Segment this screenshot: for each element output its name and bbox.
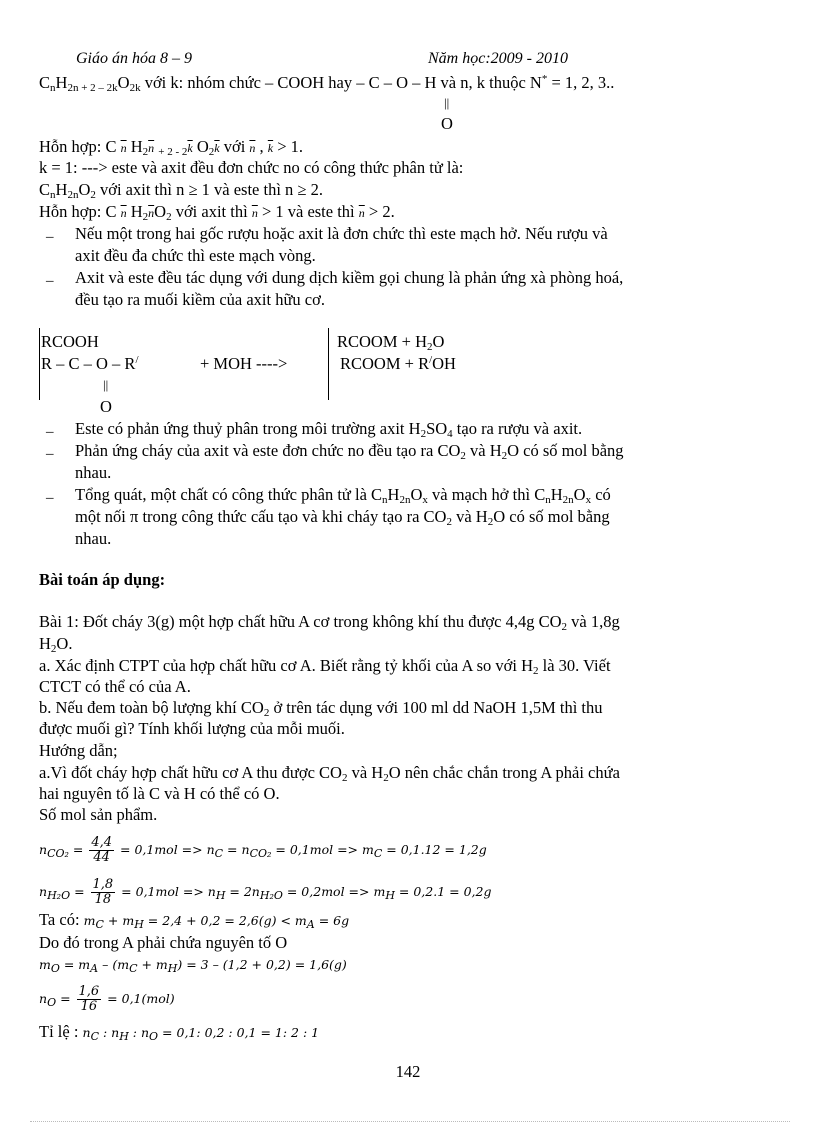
header-right: Năm học:2009 - 2010 xyxy=(428,50,568,67)
k1-line: k = 1: ---> este và axit đều đơn chức no có công thức phân tử là: xyxy=(39,158,464,177)
bullet-2-line-1: Axit và este đều tác dụng với dung dịch kiềm gọi chung là phản ứng xà phòng hoá, xyxy=(75,268,624,287)
equation-mo: $m_O = m_A - (m_C + m_H) = 3 - (1,2 + 0,2) = 1,6(g)$ xyxy=(39,957,347,975)
section-title: Bài toán áp dụng: xyxy=(39,570,166,589)
mixture-line-1: Hỗn hợp: C $\overline{n}$ $H_2\overline{n}$ $_{+ 2 - 2}\overline{k}$ $O_2\overline{k}$ với $\overline{n}$ , $\overline{k} > 1$. xyxy=(39,137,304,158)
bullet-5-line-2: một nối π trong công thức cấu tạo và khi cháy tạo ra $CO_2$ và $H_2O$ có số mol bằng xyxy=(75,507,610,528)
reaction-ester: R – C – O – R/ xyxy=(41,354,139,373)
reaction-double-bond: || xyxy=(103,377,109,392)
bullet-1-line-1: Nếu một trong hai gốc rượu hoặc axit là đơn chức thì este mạch hở. Nếu rượu và xyxy=(75,224,608,243)
guide-line-1: a.Vì đốt cháy hợp chất hữu cơ A thu được $CO_2$ và $H_2O$ nên chắc chắn trong A phải chứa xyxy=(39,763,620,784)
reaction-left-bar xyxy=(39,328,40,400)
bullet-dash: – xyxy=(46,424,54,440)
problem-a-line-2: CTCT có thể có của A. xyxy=(39,677,191,696)
bullet-4-line-1: Phản ứng cháy của axit và este đơn chức no đều tạo ra $CO_2$ và $H_2O$ có số mol bằng xyxy=(75,441,624,462)
reaction-oxygen: O xyxy=(100,397,112,416)
bullet-5-line-3: nhau. xyxy=(75,529,112,548)
double-bond-mark: || xyxy=(444,95,450,110)
reaction-right-bar xyxy=(328,328,329,400)
problem-a-line-1: a. Xác định CTPT của hợp chất hữu cơ A. Biết rằng tỷ khối của A so với $H_2$ là 30. Viết xyxy=(39,656,611,677)
header-left: Giáo án hóa 8 – 9 xyxy=(76,50,192,67)
problem-b-line-1: b. Nếu đem toàn bộ lượng khí $CO_2$ ở trên tác dụng với 100 ml dd NaOH 1,5M thì thu xyxy=(39,698,603,719)
general-formula-line: $C_nH_{2n + 2 - 2k}O_{2k}$ với k: nhóm chức – COOH hay – C – O – H và n, k thuộc N* = 1, 2, 3.. xyxy=(39,73,615,94)
formula-2-line: $C_nH_{2n}O_2$ với axit thì n ≥ 1 và este thì n ≥ 2. xyxy=(39,180,323,201)
equation-nco2: $n_{CO_2}$ = $\frac{4,4}{44}$ = $0,1mol => n_C = n_{CO_2} = 0,1mol => m_C = 0,1.12 = 1,2g$ xyxy=(39,835,487,865)
dodo-line: Do đó trong A phải chứa nguyên tố O xyxy=(39,933,288,952)
bullet-4-line-2: nhau. xyxy=(75,463,112,482)
bullet-1-line-2: axit đều đa chức thì este mạch vòng. xyxy=(75,246,316,265)
taco-line: Ta có: $m_C + m_H = 2,4 + 0,2 = 2,6(g) < m_A = 6g$ xyxy=(39,910,350,931)
reaction-product-1: RCOOM + $H_2O$ xyxy=(337,332,445,353)
bullet-dash: – xyxy=(46,490,54,506)
bullet-dash: – xyxy=(46,229,54,245)
guide-line-2: hai nguyên tố là C và H có thể có O. xyxy=(39,784,280,803)
reaction-plus-moh: + MOH ----> xyxy=(200,354,288,373)
bullet-dash: – xyxy=(46,446,54,462)
bullet-2-line-2: đều tạo ra muối kiềm của axit hữu cơ. xyxy=(75,290,325,309)
problem-1-line-1: Bài 1: Đốt cháy 3(g) một hợp chất hữu A cơ trong không khí thu được 4,4g $CO_2$ và 1,8g xyxy=(39,612,620,633)
ratio-line: Tỉ lệ : $n_C$ : $n_H$ : $n_O = 0,1$: 0,2 : 0,1 = 1: 2 : 1 xyxy=(39,1022,320,1043)
footer-divider xyxy=(30,1121,790,1122)
reaction-product-2: RCOOM + R/OH xyxy=(340,354,456,373)
mixture-line-2: Hỗn hợp: C $\overline{n}$ $H_2\overline{n}O_2$ với axit thì $\overline{n} > 1$ và este thì $\overline{n} > 2$. xyxy=(39,202,395,223)
bullet-dash: – xyxy=(46,273,54,289)
page-number: 142 xyxy=(395,1062,421,1081)
problem-1-line-2: $H_2O$. xyxy=(39,634,73,655)
guide-line-3: Số mol sản phẩm. xyxy=(39,805,158,824)
oxygen-label: O xyxy=(441,114,453,133)
equation-nh2o: $n_{H_2O}$ = $\frac{1,8}{18}$ = $0,1mol => n_H = 2n_{H_2O} = 0,2mol => m_H = 0,2.1 = 0,2g$ xyxy=(39,877,492,907)
bullet-5-line-1: Tổng quát, một chất có công thức phân tử là $C_nH_{2n}O_x$ và mạch hở thì $C_nH_{2n}O_x$ có xyxy=(75,485,611,506)
reaction-rcooh: RCOOH xyxy=(41,332,99,351)
bullet-3-line-1: Este có phản ứng thuỷ phân trong môi trường axit $H_2SO_4$ tạo ra rượu và axit. xyxy=(75,419,583,440)
equation-no: $n_O$ = $\frac{1,6}{16}$ = 0,1(mol) xyxy=(39,984,175,1014)
guide-label: Hướng dẫn; xyxy=(39,741,118,760)
problem-b-line-2: được muối gì? Tính khối lượng của mỗi muối. xyxy=(39,719,345,738)
